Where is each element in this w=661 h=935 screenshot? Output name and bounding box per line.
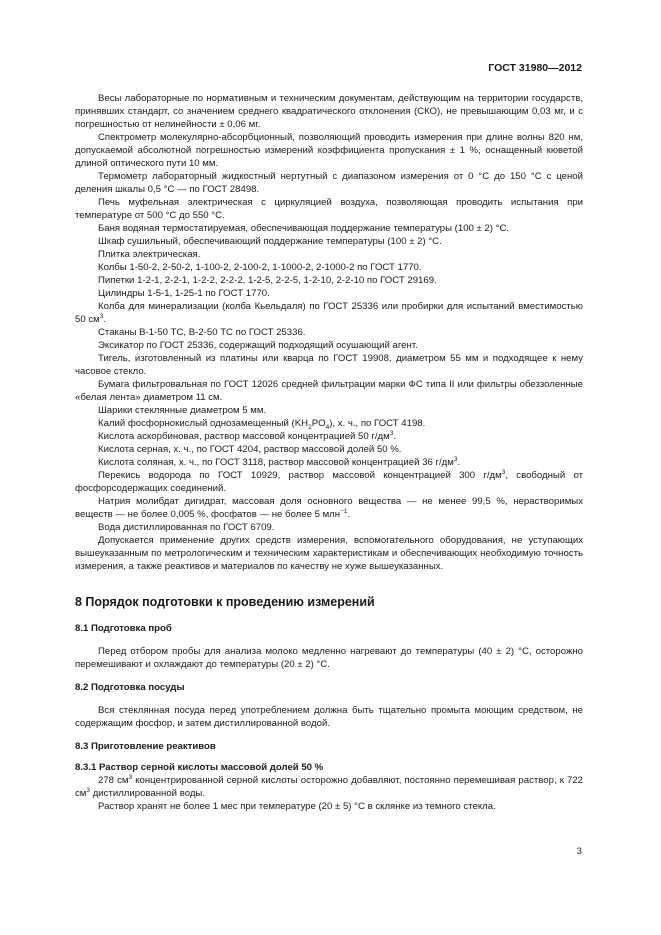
paragraph-hydrogen-peroxide: Перекись водорода по ГОСТ 10929, раствор массовой концентрацией 300 $г/дм^3$, свободный от фосфорсодержащих соединений. — [75, 468, 583, 494]
paragraph-spectrometer: Спектрометр молекулярно-абсорбционный, позволяющий проводить измерения при длине волны 820 нм, допускаемой абсолютной погрешностью измерений коэффициента пропускания ± 1 %, оснащенный кюветой длиной оптического пути 10 мм. — [75, 132, 583, 169]
paragraph-kjeldahl-flask: Колба для минерализации (колба Кьельдаля) по ГОСТ 25336 или пробирки для испытаний вместимостью 50 $см^3$. — [75, 301, 583, 325]
section-8-3-title: 8.3 Приготовление реактивов — [75, 741, 216, 752]
page-body — [75, 92, 583, 813]
section-8-3-1-title: 8.3.1 Раствор серной кислоты массовой долей 50 % — [75, 762, 324, 773]
paragraph-filter-paper: Бумага фильтровальная по ГОСТ 12026 средней фильтрации марки ФС типа II или фильтры обеззоленные «белая лента» диаметром 11 см. — [75, 379, 583, 403]
paragraph-sodium-molybdate: Натрия молибдат дигидрат, массовая доля основного вещества — не менее 99,5 %, нерастворимых веществ — не более 0,005 %, фосфатов — не более 5 млн$^{-1}$. — [75, 496, 583, 520]
section-8-1-text: Перед отбором пробы для анализа молоко медленно нагревают до температуры (40 ± 2) °C, осторожно перемешивают и охлаждают до температуры (20 ± 2) °C. — [75, 646, 583, 670]
paragraph-water-bath: Баня водяная термостатируемая, обеспечивающая поддержание температуры (100 ± 2) °C. — [98, 223, 510, 234]
paragraph-scales: Весы лабораторные по нормативным и техническим документам, действующим на территории государств, принявших стандарт, со значением среднего квадратического отклонения (СКО), не превышающим 0,03 мг, и с погрешностью от нелинейности ± 0,06 мг. — [75, 93, 583, 130]
section-8-3-1-text: 278 $см^3$ концентрированной серной кислоты осторожно добавляют, постоянно перемешивая раствор, к 722 $см^3$ дистиллированной воды. — [75, 773, 583, 799]
paragraph-pipettes: Пипетки 1-2-1, 2-2-1, 1-2-2, 2-2-2, 1-2-5, 2-2-5, 1-2-10, 2-2-10 по ГОСТ 29169. — [98, 275, 437, 286]
paragraph-potassium-phosphate: Калий фосфорнокислый однозамещенный $(KH_2PO_4)$, х. ч., по ГОСТ 4198. — [98, 418, 426, 431]
paragraph-ascorbic-acid: Кислота аскорбиновая, раствор массовой концентрацией 50 $г/дм^3$. — [98, 429, 397, 442]
paragraph-flasks: Колбы 1-50-2, 2-50-2, 1-100-2, 2-100-2, 1-1000-2, 2-1000-2 по ГОСТ 1770. — [98, 262, 422, 273]
document-code-header: ГОСТ 31980—2012 — [488, 62, 582, 74]
section-8-title: 8 Порядок подготовки к проведению измерений — [75, 595, 375, 609]
paragraph-distilled-water: Вода дистиллированная по ГОСТ 6709. — [98, 522, 275, 533]
page-number: 3 — [576, 846, 582, 857]
paragraph-hotplate: Плитка электрическая. — [98, 249, 201, 260]
section-8-1-title: 8.1 Подготовка проб — [75, 623, 172, 634]
section-8-3-1-storage: Раствор хранят не более 1 мес при температуре (20 ± 5) °C в склянке из темного стекла. — [98, 801, 496, 812]
paragraph-hydrochloric-acid: Кислота соляная, х. ч., по ГОСТ 3118, раствор массовой концентрацией 36 $г/дм^3$. — [98, 455, 461, 468]
paragraph-drying-oven: Шкаф сушильный, обеспечивающий поддержание температуры (100 ± 2) °C. — [98, 236, 442, 247]
paragraph-thermometer: Термометр лабораторный жидкостный нертутный с диапазоном измерения от 0 °C до 150 °C с ценой деления шкалы 0,5 °C — по ГОСТ 28498. — [75, 171, 583, 195]
section-8-2-text: Вся стеклянная посуда перед употреблением должна быть тщательно промыта моющим средством, не содержащим фосфор, и затем дистиллированной водой. — [75, 705, 583, 729]
paragraph-beakers: Стаканы В-1-50 ТС, В-2-50 ТС по ГОСТ 25336. — [98, 327, 306, 338]
paragraph-desiccator: Эксикатор по ГОСТ 25336, содержащий подходящий осушающий агент. — [98, 340, 418, 351]
paragraph-sulfuric-acid: Кислота серная, х. ч., по ГОСТ 4204, раствор массовой долей 50 %. — [98, 444, 402, 455]
paragraph-glass-beads: Шарики стеклянные диаметром 5 мм. — [98, 405, 267, 416]
paragraph-alternatives: Допускается применение других средств измерения, вспомогательного оборудования, не уступающих вышеуказанным по метрологическим и техническим характеристикам и обеспечивающих необходимую точность измерения, а также реактивов и материалов по качеству не хуже вышеуказанных. — [75, 535, 583, 572]
paragraph-crucible: Тигель, изготовленный из платины или кварца по ГОСТ 19908, диаметром 55 мм и подходящее к нему часовое стекло. — [75, 353, 583, 377]
section-8-2-title: 8.2 Подготовка посуды — [75, 682, 185, 693]
paragraph-cylinders: Цилиндры 1-5-1, 1-25-1 по ГОСТ 1770. — [98, 288, 270, 299]
paragraph-furnace: Печь муфельная электрическая с циркуляцией воздуха, позволяющая проводить испытания при температуре от 500 °C до 550 °C. — [75, 197, 583, 221]
